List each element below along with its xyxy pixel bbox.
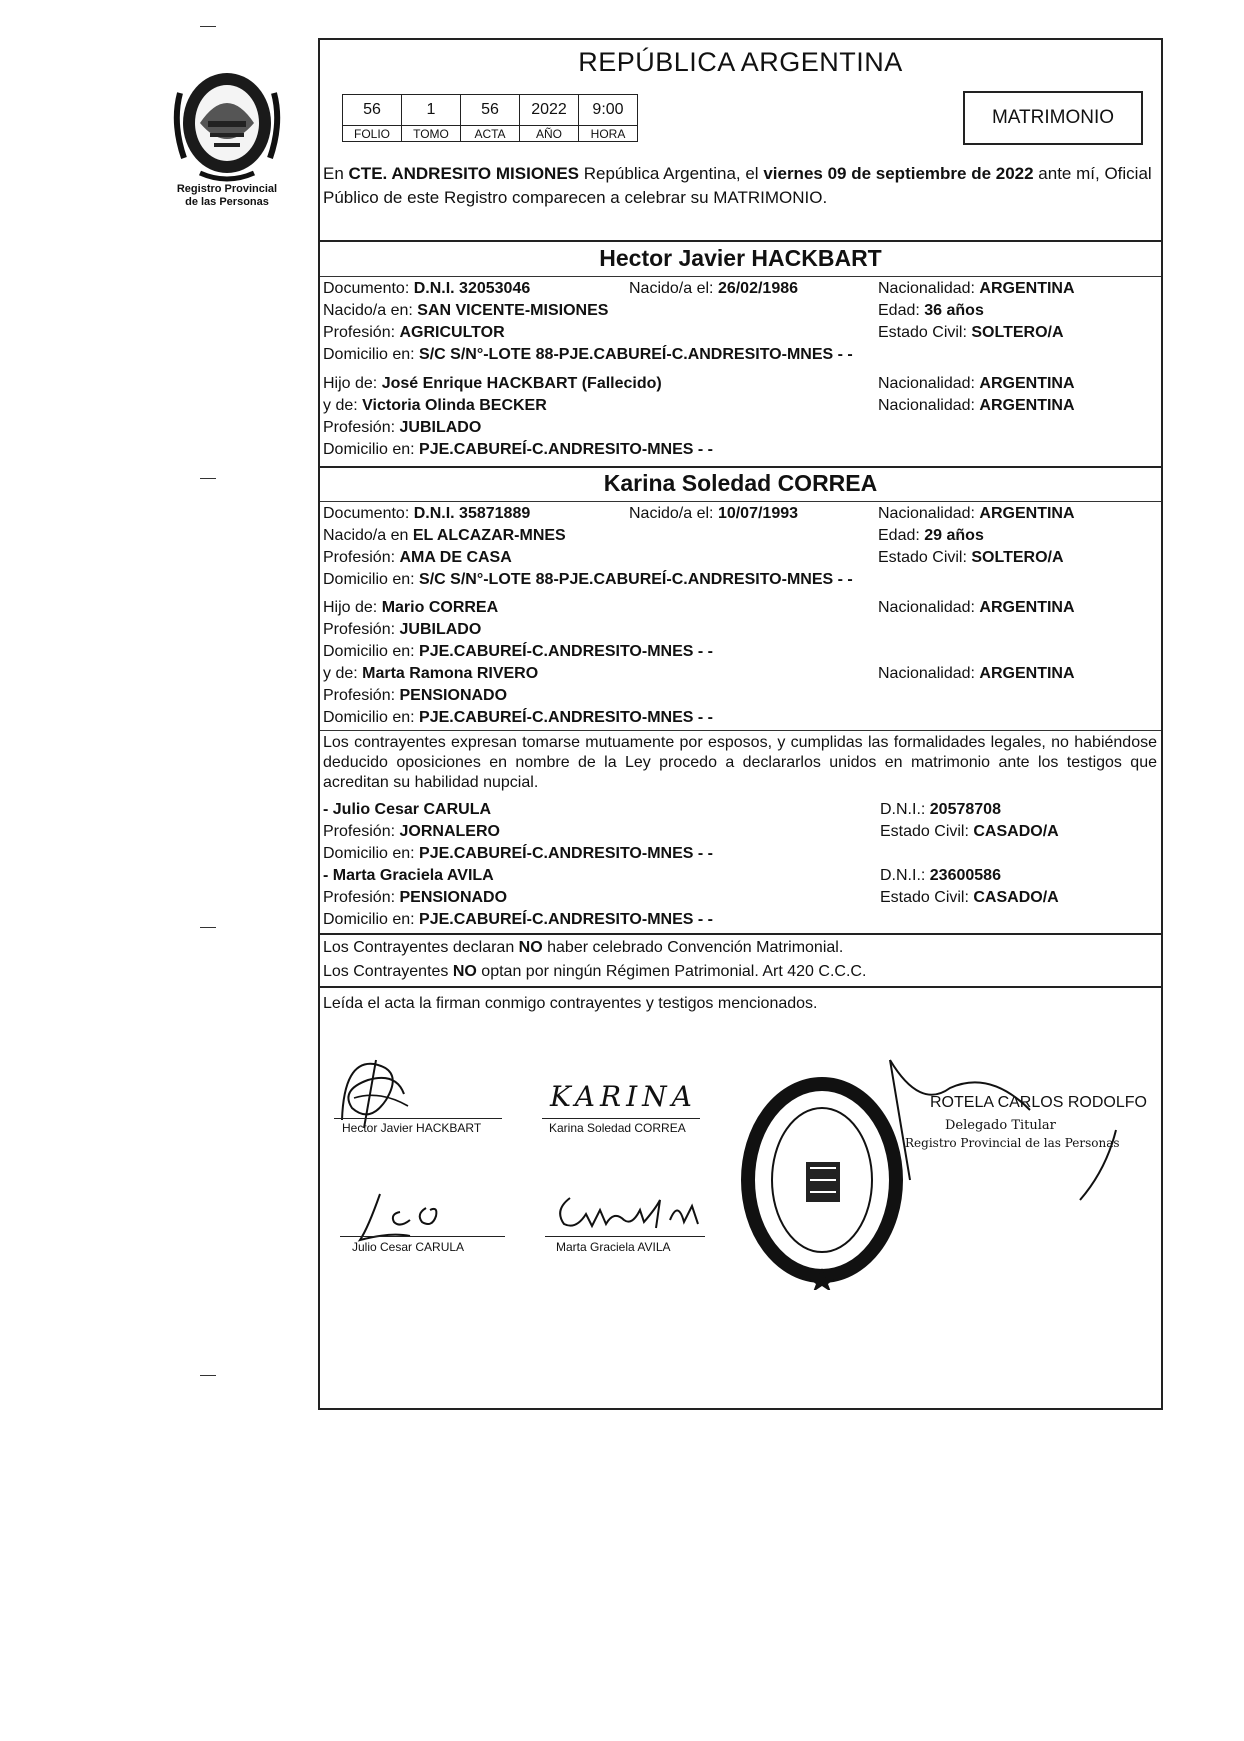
field-text: Domicilio en: xyxy=(323,571,420,588)
field-text: Nacionalidad: xyxy=(878,505,980,522)
field-text: Estado Civil: xyxy=(878,549,972,566)
witness-1-dni xyxy=(880,800,1001,820)
field-text: Edad: xyxy=(878,302,925,319)
field-text: ARGENTINA xyxy=(979,665,1075,682)
field-text: Profesión: xyxy=(323,621,400,638)
field-text: EL ALCAZAR-MNES xyxy=(412,527,566,544)
intro-paragraph xyxy=(323,162,1157,210)
field-text: NO xyxy=(518,939,543,956)
field-text: 20578708 xyxy=(929,801,1001,818)
field-text: Domicilio en: xyxy=(323,643,420,660)
hora-label: HORA xyxy=(579,126,638,142)
witness-1-profession xyxy=(323,822,500,842)
bride-father xyxy=(323,598,498,618)
officer-organization: Registro Provincial de las Personas xyxy=(905,1136,1120,1150)
field-text: Nacionalidad: xyxy=(878,397,980,414)
field-text: Hijo de: xyxy=(323,375,382,392)
groom-profession xyxy=(323,323,505,343)
margin-mark xyxy=(200,478,216,479)
field-text: NO xyxy=(452,963,477,980)
bride-mother-address xyxy=(323,708,713,728)
acta-label: ACTA xyxy=(461,126,520,142)
field-text: PJE.CABUREÍ-C.ANDRESITO-MNES - - xyxy=(419,845,713,862)
bride-father-profession xyxy=(323,620,481,640)
field-text: Edad: xyxy=(878,527,925,544)
act-type-box: MATRIMONIO xyxy=(963,91,1143,145)
bride-mother xyxy=(323,664,538,684)
field-text: ARGENTINA xyxy=(979,375,1075,392)
convention-statement xyxy=(323,938,843,958)
field-text: En xyxy=(323,164,349,183)
bride-handwritten-signature: KARINA xyxy=(550,1080,697,1113)
field-text: ARGENTINA xyxy=(979,280,1075,297)
officer-title: Delegado Titular xyxy=(945,1118,1056,1133)
groom-parents-profession xyxy=(323,418,481,438)
bride-profession xyxy=(323,548,512,568)
groom-signature-icon xyxy=(334,1050,414,1132)
field-text: Hijo de: xyxy=(323,599,382,616)
field-text: Nacionalidad: xyxy=(878,280,980,297)
groom-name: Hector Javier HACKBART xyxy=(599,245,882,271)
bride-mother-profession xyxy=(323,686,507,706)
field-text: Domicilio en: xyxy=(323,709,420,726)
field-text: PJE.CABUREÍ-C.ANDRESITO-MNES - - xyxy=(419,709,713,726)
field-text: CASADO/A xyxy=(973,889,1059,906)
field-text: JUBILADO xyxy=(399,621,482,638)
groom-father-nationality xyxy=(878,374,1075,394)
groom-civil-status xyxy=(878,323,1064,343)
bride-civil-status xyxy=(878,548,1064,568)
field-text: Domicilio en: xyxy=(323,441,420,458)
bride-mother-nationality xyxy=(878,664,1075,684)
ceremony-place: CTE. ANDRESITO MISIONES xyxy=(348,164,580,183)
margin-mark xyxy=(200,927,216,928)
divider xyxy=(320,933,1161,935)
field-text: Profesión: xyxy=(323,549,400,566)
field-text: y de: xyxy=(323,397,363,414)
record-reference-table xyxy=(342,94,638,142)
field-text: Nacido/a el: xyxy=(629,505,718,522)
field-text: Profesión: xyxy=(323,823,400,840)
field-text: 26/02/1986 xyxy=(717,280,799,297)
field-text: AMA DE CASA xyxy=(399,549,512,566)
field-text: Nacido/a en xyxy=(323,527,413,544)
groom-father xyxy=(323,374,662,394)
field-text: PJE.CABUREÍ-C.ANDRESITO-MNES - - xyxy=(419,911,713,928)
field-text: SOLTERO/A xyxy=(971,549,1064,566)
bride-address xyxy=(323,570,853,590)
org-line-1: Registro Provincial xyxy=(176,183,278,195)
witness-2-civil-status xyxy=(880,888,1059,908)
field-text: Estado Civil: xyxy=(880,823,974,840)
field-text: D.N.I.: xyxy=(880,867,930,884)
closing-statement: Leída el acta la firman conmigo contrayentes y testigos mencionados. xyxy=(323,995,818,1012)
patrimonial-regime-statement xyxy=(323,962,866,982)
bride-birth-place xyxy=(323,526,566,546)
field-text: ARGENTINA xyxy=(979,505,1075,522)
tomo-label: TOMO xyxy=(402,126,461,142)
divider xyxy=(320,466,1161,468)
field-text: Domicilio en: xyxy=(323,911,420,928)
field-text: Los Contrayentes xyxy=(323,963,453,980)
field-text: optan por ningún Régimen Patrimonial. Art 420 C.C.C. xyxy=(476,963,867,980)
field-text: S/C S/N°-LOTE 88-PJE.CABUREÍ-C.ANDRESITO-MNES - - xyxy=(419,346,853,363)
tomo-value: 1 xyxy=(402,95,461,126)
field-text: D.N.I. 32053046 xyxy=(413,280,531,297)
field-text: 36 años xyxy=(924,302,984,319)
field-text: ARGENTINA xyxy=(979,397,1075,414)
witness-1-civil-status xyxy=(880,822,1059,842)
field-text: AGRICULTOR xyxy=(399,324,505,341)
field-text: PJE.CABUREÍ-C.ANDRESITO-MNES - - xyxy=(419,643,713,660)
officer-name: ROTELA CARLOS RODOLFO xyxy=(930,1094,1147,1111)
field-text: ARGENTINA xyxy=(979,599,1075,616)
witness-1-name: - Julio Cesar CARULA xyxy=(323,801,492,818)
folio-label: FOLIO xyxy=(343,126,402,142)
margin-mark xyxy=(200,1375,216,1376)
bride-birth-date xyxy=(629,504,798,524)
field-text: PJE.CABUREÍ-C.ANDRESITO-MNES - - xyxy=(419,441,713,458)
field-text: Profesión: xyxy=(323,324,400,341)
folio-value: 56 xyxy=(343,95,402,126)
witness-1-address xyxy=(323,844,713,864)
margin-mark xyxy=(200,26,216,27)
witness-2-address xyxy=(323,910,713,930)
field-text: Nacionalidad: xyxy=(878,375,980,392)
marriage-certificate xyxy=(318,38,1163,1410)
field-text: haber celebrado Convención Matrimonial. xyxy=(542,939,844,956)
ceremony-date: viernes 09 de septiembre de 2022 xyxy=(763,164,1034,183)
field-text: República Argentina, el xyxy=(579,164,764,183)
field-text: Profesión: xyxy=(323,687,400,704)
field-text: Los Contrayentes declaran xyxy=(323,939,519,956)
groom-mother-nationality xyxy=(878,396,1075,416)
groom-document xyxy=(323,279,530,299)
field-text: ante mí, Oficial Público de este Registro comparecen a celebrar su MATRIMONIO. xyxy=(323,164,1152,207)
groom-birth-date xyxy=(629,279,798,299)
field-text: Marta Ramona RIVERO xyxy=(362,665,539,682)
field-text: 23600586 xyxy=(929,867,1001,884)
groom-mother xyxy=(323,396,547,416)
divider xyxy=(320,501,1161,502)
field-text: Profesión: xyxy=(323,419,400,436)
ano-value: 2022 xyxy=(520,95,579,126)
field-text: Estado Civil: xyxy=(878,324,972,341)
field-text: JUBILADO xyxy=(399,419,482,436)
hora-value: 9:00 xyxy=(579,95,638,126)
acta-value: 56 xyxy=(461,95,520,126)
groom-nationality xyxy=(878,279,1075,299)
field-text: José Enrique HACKBART (Fallecido) xyxy=(381,375,662,392)
field-text: Mario CORREA xyxy=(381,599,499,616)
divider xyxy=(320,730,1161,731)
witness-2-name: - Marta Graciela AVILA xyxy=(323,867,494,884)
divider xyxy=(320,240,1161,242)
groom-age xyxy=(878,301,984,321)
field-text: PENSIONADO xyxy=(399,889,508,906)
bride-signature-label: Karina Soledad CORREA xyxy=(549,1121,686,1135)
field-text: Domicilio en: xyxy=(323,845,420,862)
divider xyxy=(320,986,1161,988)
field-text: Domicilio en: xyxy=(323,346,420,363)
org-line-2: de las Personas xyxy=(185,196,269,208)
witness-2-signature-icon xyxy=(552,1180,712,1240)
witness-2-signature-label: Marta Graciela AVILA xyxy=(556,1240,671,1254)
field-text: SAN VICENTE-MISIONES xyxy=(417,302,609,319)
witness-2-profession xyxy=(323,888,507,908)
field-text: Nacido/a el: xyxy=(629,280,718,297)
field-text: Nacido/a en: xyxy=(323,302,418,319)
field-text: JORNALERO xyxy=(399,823,500,840)
field-text: Victoria Olinda BECKER xyxy=(362,397,547,414)
divider xyxy=(320,276,1161,277)
witness-1-signature-label: Julio Cesar CARULA xyxy=(352,1240,465,1254)
provincial-seal-icon xyxy=(170,63,284,183)
bride-age xyxy=(878,526,984,546)
groom-birth-place xyxy=(323,301,608,321)
declaration-paragraph: Los contrayentes expresan tomarse mutuamente por esposos, y cumplidas las formalidades legales, no habiéndose deducido oposiciones en nombre de la Ley procedo a declararlos unidos en matrimonio ante los testigos que acreditan su habilidad nupcial. xyxy=(323,734,1157,791)
ano-label: AÑO xyxy=(520,126,579,142)
groom-address xyxy=(323,345,853,365)
field-text: 10/07/1993 xyxy=(717,505,799,522)
field-text: Documento: xyxy=(323,280,414,297)
bride-father-address xyxy=(323,642,713,662)
field-text: CASADO/A xyxy=(973,823,1059,840)
document-title: REPÚBLICA ARGENTINA xyxy=(578,47,903,77)
field-text: 29 años xyxy=(924,527,984,544)
field-text: D.N.I. 35871889 xyxy=(413,505,531,522)
bride-document xyxy=(323,504,530,524)
field-text: SOLTERO/A xyxy=(971,324,1064,341)
field-text: Estado Civil: xyxy=(880,889,974,906)
field-text: Nacionalidad: xyxy=(878,665,980,682)
field-text: Profesión: xyxy=(323,889,400,906)
groom-signature-label: Hector Javier HACKBART xyxy=(342,1121,482,1135)
bride-father-nationality xyxy=(878,598,1075,618)
field-text: D.N.I.: xyxy=(880,801,930,818)
witness-2-dni xyxy=(880,866,1001,886)
field-text: y de: xyxy=(323,665,363,682)
bride-nationality xyxy=(878,504,1075,524)
field-text: Nacionalidad: xyxy=(878,599,980,616)
field-text: Documento: xyxy=(323,505,414,522)
field-text: S/C S/N°-LOTE 88-PJE.CABUREÍ-C.ANDRESITO-MNES - - xyxy=(419,571,853,588)
field-text: PENSIONADO xyxy=(399,687,508,704)
bride-name: Karina Soledad CORREA xyxy=(603,470,878,496)
groom-parents-address xyxy=(323,440,713,460)
